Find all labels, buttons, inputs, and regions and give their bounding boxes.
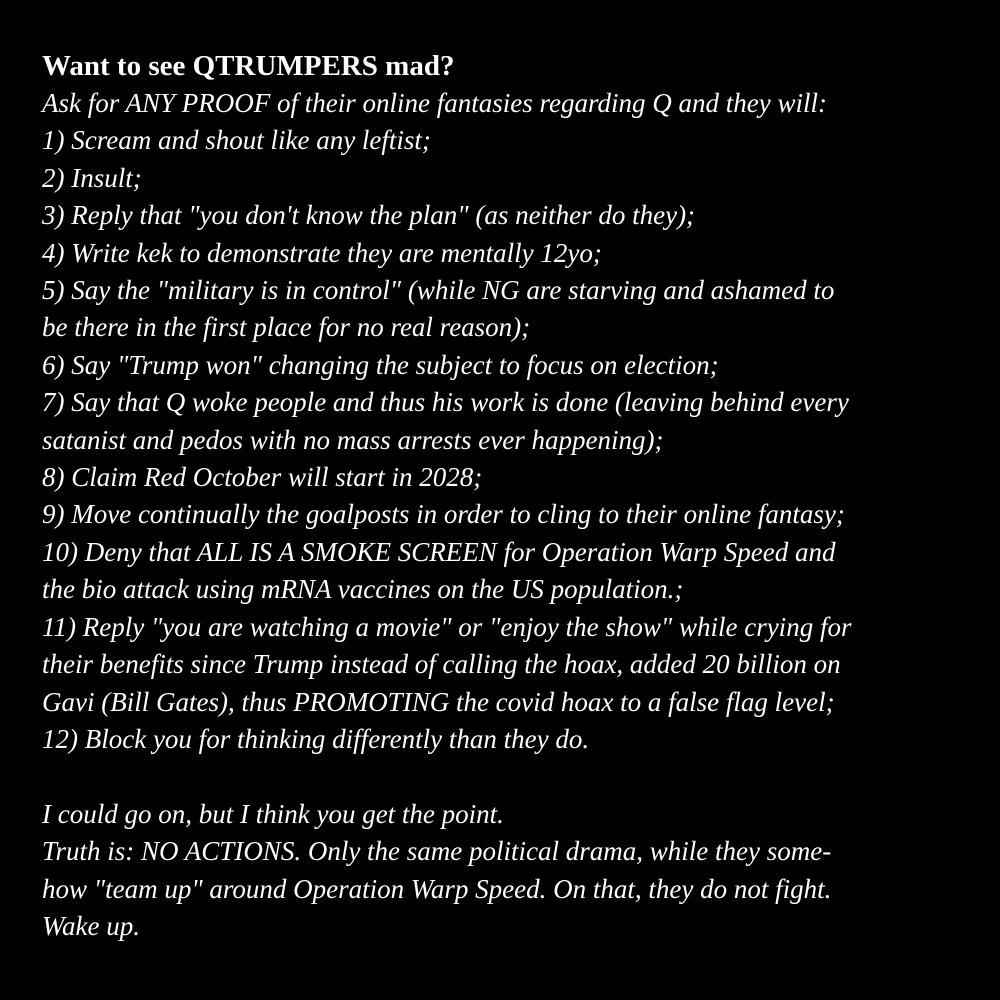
closing-line: Truth is: NO ACTIONS. Only the same political drama, while they some- <box>42 836 832 867</box>
list-item <box>42 197 992 234</box>
list-item-line: 12) Block you for thinking differently than they do. <box>42 723 590 754</box>
list-item-line: 4) Write kek to demonstrate they are mentally 12yo; <box>42 237 602 268</box>
list-item-line: 1) Scream and shout like any leftist; <box>42 125 431 156</box>
text-card <box>42 48 992 945</box>
list-item-line: 2) Insult; <box>42 162 142 193</box>
list-item <box>42 496 992 533</box>
list-item-line: 8) Claim Red October will start in 2028; <box>42 462 483 493</box>
list-item-line: their benefits since Trump instead of calling the hoax, added 20 billion on <box>42 649 841 680</box>
closing-paragraph <box>42 796 992 946</box>
list-item <box>42 122 992 159</box>
list-item-line: the bio attack using mRNA vaccines on the US population.; <box>42 574 684 605</box>
list-item-line: 10) Deny that ALL IS A SMOKE SCREEN for Operation Warp Speed and <box>42 536 836 567</box>
list-item-line: be there in the first place for no real reason); <box>42 312 531 343</box>
closing-line: how "team up" around Operation Warp Speed. On that, they do not fight. <box>42 873 832 904</box>
list-item-line: 6) Say "Trump won" changing the subject to focus on election; <box>42 349 719 380</box>
list-item-line: 5) Say the "military is in control" (while NG are starving and ashamed to <box>42 275 835 306</box>
list-item-line: 7) Say that Q woke people and thus his work is done (leaving behind every <box>42 387 849 418</box>
list-item-line: satanist and pedos with no mass arrests ever happening); <box>42 424 664 455</box>
list-item <box>42 534 992 609</box>
list-item <box>42 721 992 758</box>
list-item-line: 3) Reply that "you don't know the plan" (as neither do they); <box>42 200 696 231</box>
list-item-line: Gavi (Bill Gates), thus PROMOTING the covid hoax to a false flag level; <box>42 686 835 717</box>
intro-line: Ask for ANY PROOF of their online fantasies regarding Q and they will: <box>42 88 827 118</box>
list-item <box>42 160 992 197</box>
paragraph-gap <box>42 758 992 795</box>
closing-line: Wake up. <box>42 910 140 941</box>
list-item-line: 11) Reply "you are watching a movie" or "enjoy the show" while crying for <box>42 611 852 642</box>
complaint-list <box>42 122 992 758</box>
list-item <box>42 384 992 459</box>
list-item <box>42 235 992 272</box>
list-item <box>42 459 992 496</box>
list-item <box>42 347 992 384</box>
list-item <box>42 272 992 347</box>
closing-line: I could go on, but I think you get the point. <box>42 798 504 829</box>
post-title: Want to see QTRUMPERS mad? <box>42 50 455 82</box>
list-item-line: 9) Move continually the goalposts in order to cling to their online fantasy; <box>42 499 845 530</box>
post-body <box>42 85 992 945</box>
list-item <box>42 609 992 721</box>
